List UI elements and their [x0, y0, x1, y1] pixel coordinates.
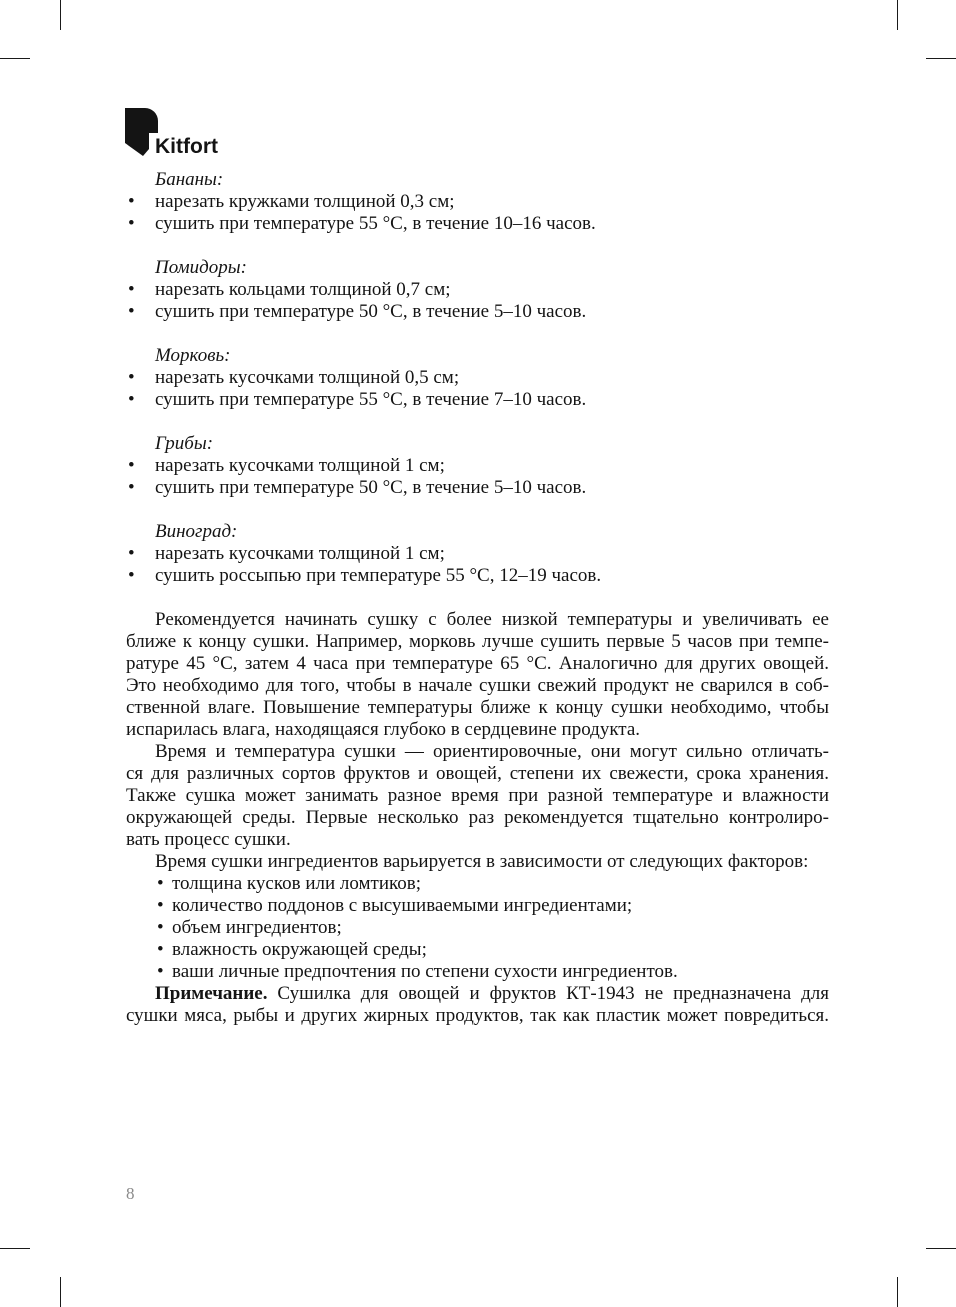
product-heading-bananas: Бананы:: [155, 169, 224, 190]
instruction-item-drying: • сушить россыпью при температуре 55 °С, 12–19 часов.: [126, 565, 829, 587]
instruction-item-cutting: • нарезать кусочками толщиной 1 см;: [126, 455, 829, 477]
paragraph-line: испарилась влага, находящаяся глубоко в сердцевине продукта.: [126, 719, 641, 740]
product-group-bananas: [126, 169, 829, 235]
crop-mark-top-right-horizontal: [926, 58, 956, 59]
instruction-item-drying: • сушить при температуре 50 °С, в течение 5–10 часов.: [126, 301, 829, 323]
crop-mark-bottom-right-horizontal: [926, 1248, 956, 1249]
page-content: [126, 169, 829, 1027]
product-heading-grapes: Виноград:: [155, 521, 238, 542]
instruction-item-cutting: • нарезать кружками толщиной 0,3 см;: [126, 191, 829, 213]
product-group-tomatoes: [126, 257, 829, 323]
product-group-carrots: [126, 345, 829, 411]
crop-mark-top-left-vertical: [60, 0, 61, 30]
factors-list: [126, 873, 829, 983]
instruction-item-cutting: • нарезать кусочками толщиной 1 см;: [126, 543, 829, 565]
factor-item: • ваши личные предпочтения по степени сухости ингредиентов.: [126, 961, 829, 983]
paragraph-line: Это необходимо для того, чтобы в начале сушки свежий продукт не сварился в соб-: [126, 675, 829, 696]
paragraph-line: Время сушки ингредиентов варьируется в зависимости от следующих факторов:: [155, 851, 809, 872]
kitfort-logo: [120, 100, 230, 162]
crop-mark-bottom-right-vertical: [897, 1277, 898, 1307]
product-heading-mushrooms: Грибы:: [155, 433, 214, 454]
note-line: [126, 983, 829, 1005]
note-paragraph: [126, 983, 829, 1027]
crop-mark-bottom-left-vertical: [60, 1277, 61, 1307]
factor-item: • толщина кусков или ломтиков;: [126, 873, 829, 895]
instruction-item-cutting: • нарезать кольцами толщиной 0,7 см;: [126, 279, 829, 301]
product-heading-tomatoes: Помидоры:: [155, 257, 247, 278]
paragraph-line: вать процесс сушки.: [126, 829, 291, 850]
crop-mark-top-left-horizontal: [0, 58, 30, 59]
factor-item: • объем ингредиентов;: [126, 917, 829, 939]
note-text: Сушилка для овощей и фруктов КТ-1943 не предназначена для: [277, 983, 829, 1004]
paragraph-line: Рекомендуется начинать сушку с более низкой температуры и увеличивать ее: [155, 609, 829, 630]
paragraph-line: Также сушка может занимать разное время при разной температуре и влажности: [126, 785, 829, 806]
product-group-mushrooms: [126, 433, 829, 499]
paragraph-line: ближе к концу сушки. Например, морковь лучше сушить первые 5 часов при темпе-: [126, 631, 829, 652]
paragraph-line: Время и температура сушки — ориентировочные, они могут сильно отличать-: [155, 741, 829, 762]
paragraph-temperature-advice: [126, 609, 829, 741]
crop-mark-bottom-left-horizontal: [0, 1248, 30, 1249]
paragraph-line: ся для различных сортов фруктов и овощей, степени их свежести, срока хранения.: [126, 763, 829, 784]
crop-mark-top-right-vertical: [897, 0, 898, 30]
kitfort-logo-mark: [125, 108, 158, 156]
factor-item: • влажность окружающей среды;: [126, 939, 829, 961]
instruction-item-drying: • сушить при температуре 50 °С, в течение 5–10 часов.: [126, 477, 829, 499]
instruction-item-drying: • сушить при температуре 55 °С, в течение 7–10 часов.: [126, 389, 829, 411]
page-number: 8: [126, 1184, 135, 1203]
paragraph-line: ственной влаге. Повышение температуры ближе к концу сушки необходимо, чтобы: [126, 697, 829, 718]
product-group-grapes: [126, 521, 829, 587]
instruction-item-cutting: • нарезать кусочками толщиной 0,5 см;: [126, 367, 829, 389]
product-heading-carrots: Морковь:: [155, 345, 231, 366]
factor-item: • количество поддонов с высушиваемыми ингредиентами;: [126, 895, 829, 917]
note-line: сушки мяса, рыбы и других жирных продуктов, так как пластик может повредиться.: [126, 1005, 829, 1026]
kitfort-wordmark: Kitfort: [155, 135, 219, 158]
paragraph-line: ратуре 45 °С, затем 4 часа при температуре 65 °С. Аналогично для других овощей.: [126, 653, 829, 674]
note-label: Примечание.: [155, 983, 268, 1004]
paragraph-approximate-times: [126, 741, 829, 851]
instruction-item-drying: • сушить при температуре 55 °С, в течение 10–16 часов.: [126, 213, 829, 235]
paragraph-line: окружающей среды. Первые несколько раз рекомендуется тщательно контролиро-: [126, 807, 829, 828]
prose-section: [126, 609, 829, 1027]
paragraph-factors-intro: [126, 851, 829, 873]
